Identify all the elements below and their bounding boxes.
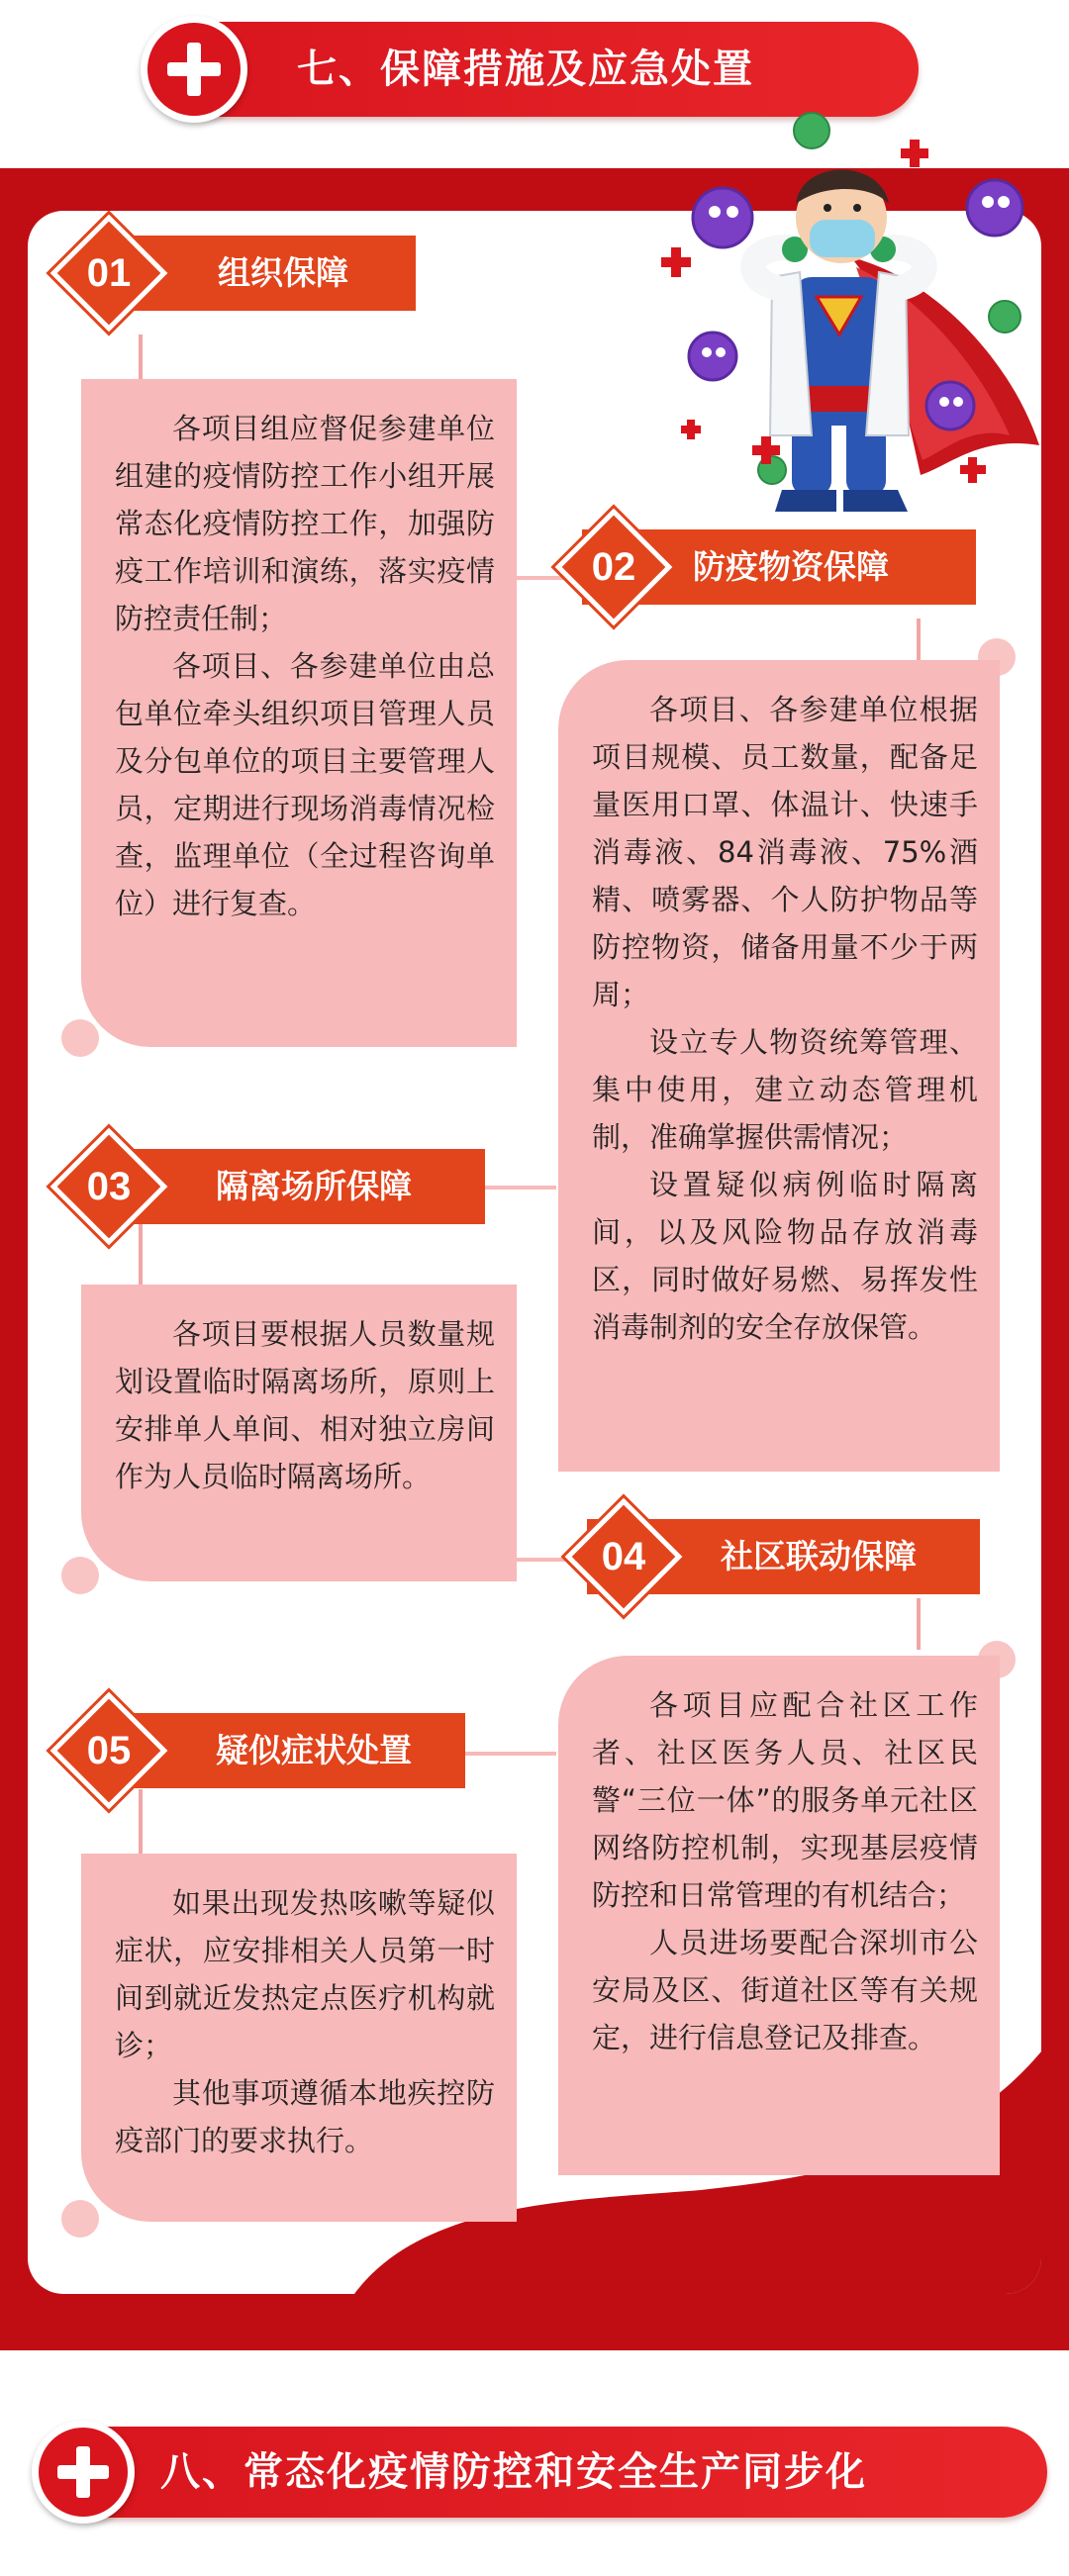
- card-02: [558, 660, 1000, 1472]
- superhero-doctor-illustration: [653, 109, 1049, 544]
- label-05-text: 疑似症状处置: [216, 1731, 412, 1769]
- card-05-text: 其他事项遵循本地疾控防疫部门的要求执行。: [115, 2076, 495, 2157]
- section-7-title: 七、保障措施及应急处置: [297, 47, 754, 92]
- section-8-title: 八、常态化疫情防控和安全生产同步化: [160, 2449, 867, 2495]
- decor-dot: [61, 1557, 99, 1594]
- card-03: [81, 1285, 517, 1581]
- decor-dot: [61, 2200, 99, 2238]
- card-04-text: 各项目应配合社区工作者、社区医务人员、社区民警“三位一体”的服务单元社区网络防控机制，实现基层疫情防控和日常管理的有机结合；: [592, 1688, 978, 1912]
- label-03-text: 隔离场所保障: [216, 1167, 412, 1205]
- badge-02-number: 02: [591, 545, 636, 589]
- label-02-text: 防疫物资保障: [693, 547, 889, 586]
- card-04-text: 人员进场要配合深圳市公安局及区、街道社区等有关规定，进行信息登记及排查。: [592, 1926, 978, 2054]
- decor-dot: [61, 1019, 99, 1057]
- plus-icon: [141, 16, 247, 123]
- plus-icon: [32, 2421, 135, 2524]
- connector-03: [485, 1186, 556, 1190]
- badge-05-number: 05: [86, 1729, 132, 1772]
- card-01: [81, 379, 517, 1047]
- card-01-text: 各项目、各参建单位由总包单位牵头组织项目管理人员及分包单位的项目主要管理人员，定期进行现场消毒情况检查，监理单位（全过程咨询单位）进行复查。: [115, 649, 495, 920]
- card-02-text: 设置疑似病例临时隔离间，以及风险物品存放消毒区，同时做好易燃、易挥发性消毒制剂的安全存放保管。: [592, 1168, 978, 1344]
- badge-04-number: 04: [601, 1535, 646, 1578]
- badge-03-number: 03: [86, 1165, 132, 1208]
- connector-04-v: [917, 1598, 921, 1650]
- connector-05: [465, 1752, 556, 1756]
- card-01-text: 各项目组应督促参建单位组建的疫情防控工作小组开展常态化疫情防控工作，加强防疫工作培训和演练，落实疫情防控责任制；: [115, 412, 495, 635]
- card-03-text: 各项目要根据人员数量规划设置临时隔离场所，原则上安排单人单间、相对独立房间作为人员临时隔离场所。: [115, 1317, 495, 1493]
- card-05: [81, 1854, 517, 2222]
- card-02-text: 各项目、各参建单位根据项目规模、员工数量，配备足量医用口罩、体温计、快速手消毒液、84消毒液、75%酒精、喷雾器、个人防护物品等防控物资，储备用量不少于两周；: [592, 693, 978, 1011]
- section-8-banner: [40, 2427, 1047, 2518]
- card-04: [558, 1656, 1000, 2175]
- badge-01-number: 01: [86, 251, 132, 295]
- card-05-text: 如果出现发热咳嗽等疑似症状，应安排相关人员第一时间到就近发热定点医疗机构就诊；: [115, 1886, 495, 2062]
- label-04-text: 社区联动保障: [721, 1537, 917, 1575]
- card-02-text: 设立专人物资统筹管理、集中使用，建立动态管理机制，准确掌握供需情况；: [592, 1025, 978, 1154]
- section-7-banner: [148, 22, 919, 117]
- label-01-text: 组织保障: [218, 253, 348, 292]
